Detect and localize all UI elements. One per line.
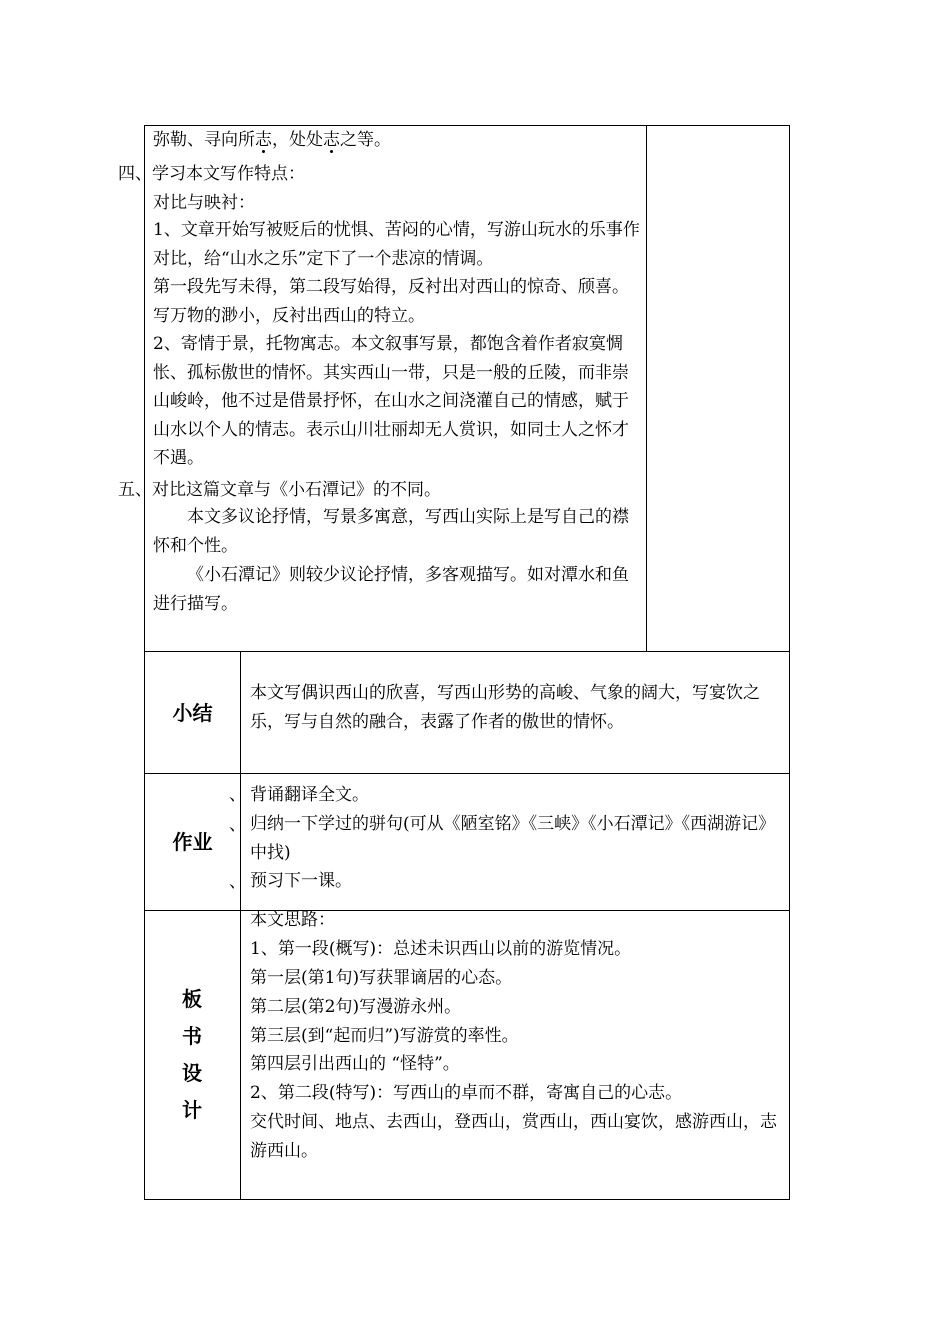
continued-text-line: 弥勒、寻向所志，处处志之等。 — [153, 130, 391, 150]
board-line-1: 本文思路： — [250, 910, 335, 930]
subheading-contrast: 对比与映衬： — [153, 193, 255, 213]
row-divider-2 — [144, 773, 790, 774]
emphasis-dot-char: 志 — [255, 130, 272, 150]
homework-bullet-2: 、 — [229, 815, 246, 835]
board-line-6: 第四层引出西山的 “怪特”。 — [250, 1054, 460, 1074]
board-label-char: 设 — [182, 1061, 202, 1085]
emphasis-dot-char: 志 — [323, 130, 340, 150]
homework-bullet-1: 、 — [229, 785, 246, 805]
board-line-2: 1、第一段(概写)：总述未识西山以前的游览情况。 — [250, 939, 632, 959]
row-divider-3 — [144, 910, 790, 911]
homework-bullet-3: 、 — [229, 872, 246, 892]
paragraph-1: 1、文章开始写被贬后的忧惧、苦闷的心情，写游山玩水的乐事作对比，给“山水之乐”定下了一个悲凉的情调。 — [153, 220, 640, 269]
label-column-divider — [240, 651, 241, 1200]
section-heading-5: 五、对比这篇文章与《小石潭记》的不同。 — [118, 480, 441, 500]
homework-item-2: 归纳一下学过的骈句(可从《陋室铭》《三峡》《小石潭记》《西湖游记》中找) — [250, 814, 776, 863]
board-line-3: 第一层(第1句)写获罪谪居的心态。 — [250, 968, 513, 988]
board-line-4: 第二层(第2句)写漫游永州。 — [250, 997, 462, 1017]
paragraph-4: 本文多议论抒情，写景多寓意，写西山实际上是写自己的襟怀和个性。 — [153, 507, 629, 556]
board-label-char: 计 — [182, 1098, 202, 1122]
board-label — [172, 981, 212, 1129]
top-column-divider — [646, 125, 647, 652]
paragraph-2: 第一段先写未得，第二段写始得，反衬出对西山的惊奇、颀喜。写万物的渺小，反衬出西山的特立。 — [153, 277, 629, 326]
section-heading-4: 四、学习本文写作特点： — [118, 164, 305, 184]
board-label-char: 板 — [182, 987, 202, 1011]
table-border-right — [789, 125, 790, 1200]
homework-item-3: 预习下一课。 — [250, 871, 352, 891]
summary-text: 本文写偶识西山的欣喜，写西山形势的高峻、气象的阔大，写宴饮之乐，写与自然的融合，表露了作者的傲世的情怀。 — [250, 683, 760, 732]
summary-label: 小结 — [172, 701, 213, 725]
homework-item-1: 背诵翻译全文。 — [250, 785, 369, 805]
paragraph-5: 《小石潭记》则较少议论抒情，多客观描写。如对潭水和鱼进行描写。 — [153, 565, 629, 614]
table-border-left — [144, 125, 145, 1200]
board-label-char: 书 — [182, 1024, 202, 1048]
board-line-8: 交代时间、地点、去西山，登西山，赏西山，西山宴饮，感游西山，志游西山。 — [250, 1112, 777, 1161]
board-line-5: 第三层(到“起而归”)写游赏的率性。 — [250, 1026, 519, 1046]
homework-label: 作业 — [172, 830, 213, 854]
board-line-7: 2、第二段(特写)：写西山的卓而不群，寄寓自己的心志。 — [250, 1083, 683, 1103]
paragraph-3: 2、寄情于景，托物寓志。本文叙事写景，都饱含着作者寂寞惆怅、孤标傲世的情怀。其实西山一带，只是一般的丘陵，而非崇山峻岭，他不过是借景抒怀，在山水之间浇灌自己的情感，赋于山水以个人的情志。表示山川壮丽却无人赏识，如同士人之怀才不遇。 — [153, 334, 629, 468]
